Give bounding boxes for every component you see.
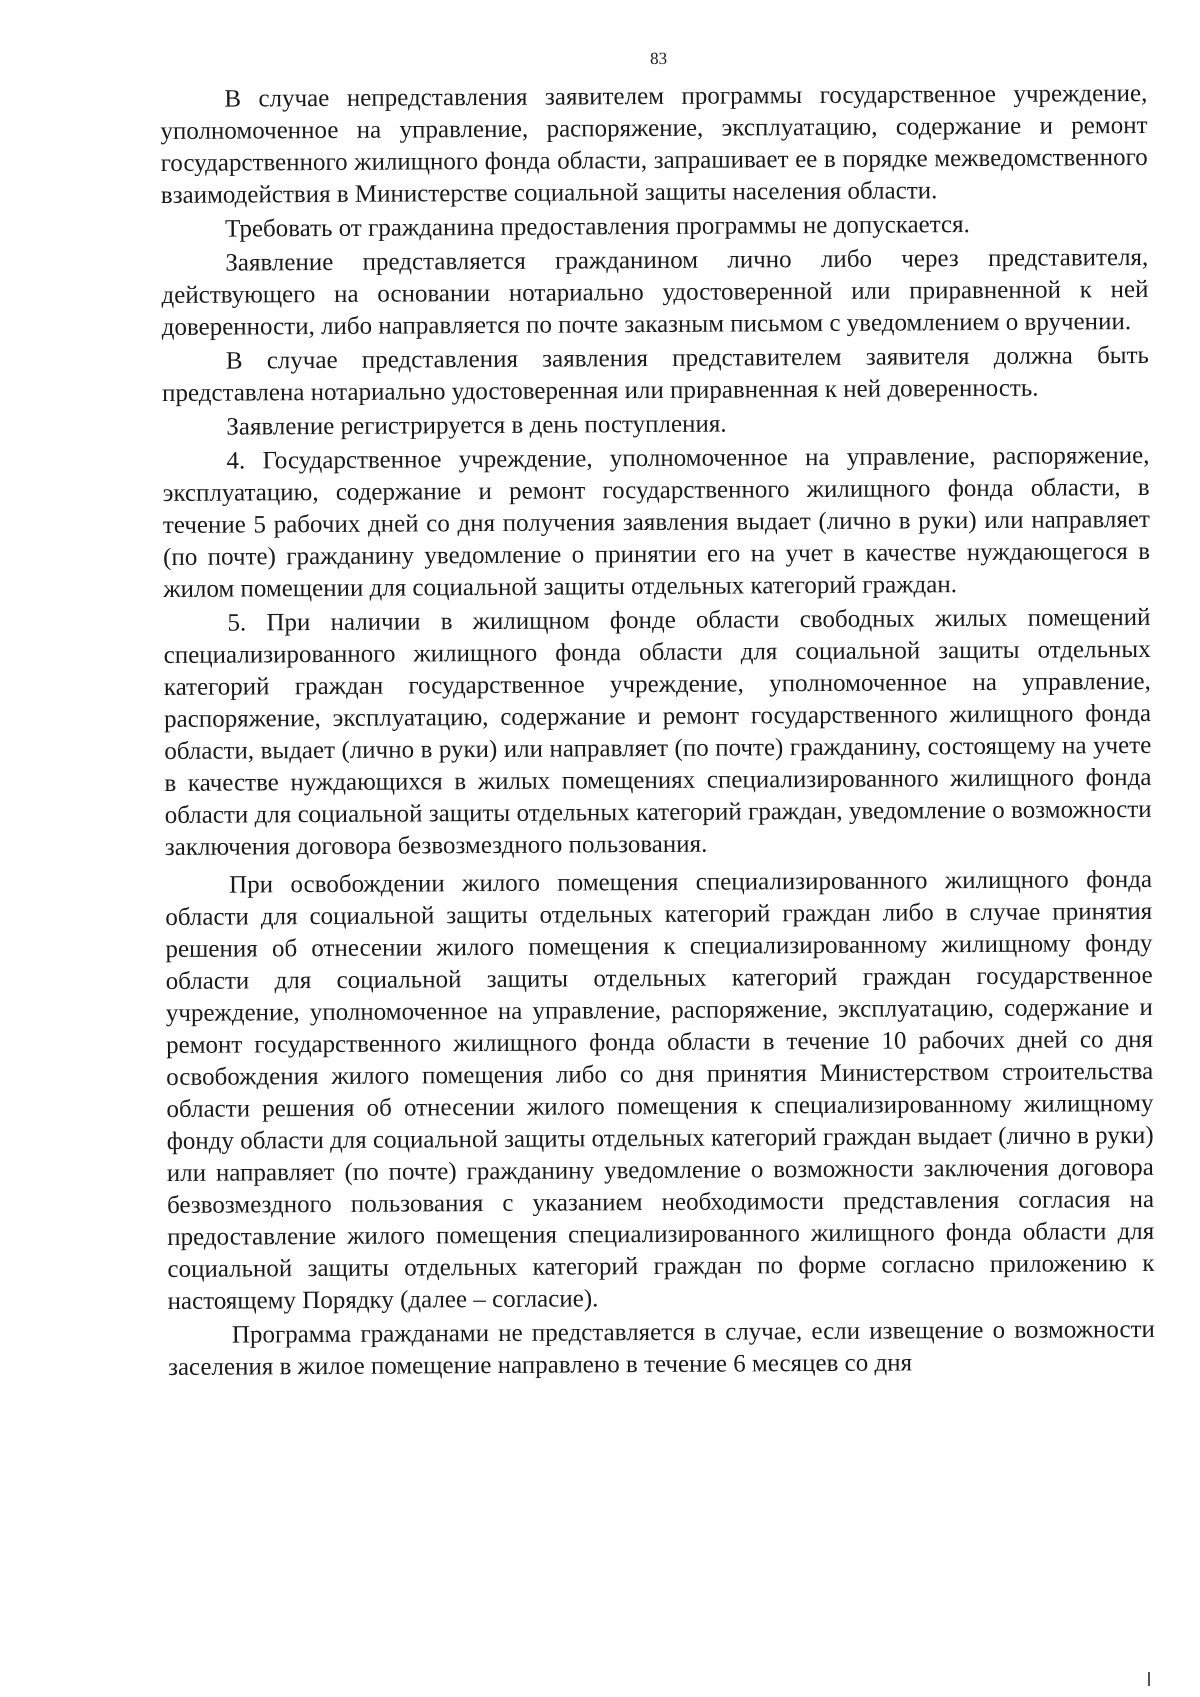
paragraph-item-4: 4. Государственное учреждение, уполномоченное на управление, распоряжение, эксплуатацию, содержание и ремонт государственного жилищного фонда области, в течение 5 рабочих дней со дня получения заявления выдает (лично в руки) или направляет (по почте) гражданину уведомление о принятии его на учет в качестве нуждающегося в жилом помещении для социальной защиты отдельных категорий граждан. [162, 441, 1151, 603]
paragraph-8: При освобождении жилого помещения специализированного жилищного фонда области для социальной защиты отдельных категорий граждан либо в случае принятия решения об отнесении жилого помещения к специализированному жилищному фонду области для социальной защиты отдельных категорий граждан государственное учреждение, уполномоченное на управление, распоряжение, эксплуатацию, содержание и ремонт государственного жилищного фонда области в течение 10 рабочих дней со дня освобождения жилого помещения либо со дня принятия Министерством строительства области решения об отнесении жилого помещения к специализированному жилищному фонду области для социальной защиты отдельных категорий граждан выдает (лично в руки) или направляет (по почте) гражданину уведомление о возможности заключения договора безвозмездного пользования с указанием необходимости представления согласия на предоставление жилого помещения специализированного жилищного фонда области для социальной защиты отдельных категорий граждан по форме согласно приложению к настоящему Порядку (далее – согласие). [165, 865, 1155, 1315]
document-page [160, 46, 1155, 1384]
paragraph-2: Требовать от гражданина предоставления программы не допускается. [225, 211, 970, 243]
paragraph-5: Заявление регистрируется в день поступления. [226, 410, 727, 441]
paragraph-9: Программа гражданами не представляется в случае, если извещение о возможности заселения в жилое помещение направлено в течение 6 месяцев со дня [167, 1315, 1155, 1381]
paragraph-4: В случае представления заявления представителем заявителя должна быть представлена нотариально удостоверенная или приравненная к ней доверенность. [162, 341, 1149, 407]
paragraph-1: В случае непредставления заявителем программы государственное учреждение, уполномоченное на управление, распоряжение, эксплуатацию, содержание и ремонт государственного жилищного фонда области, запрашивает ее в порядке межведомственного взаимодействия в Министерстве социальной защиты населения области. [160, 79, 1148, 209]
paragraph-item-5: 5. При наличии в жилищном фонде области свободных жилых помещений специализированного жилищного фонда области для социальной защиты отдельных категорий граждан государственное учреждение, уполномоченное на управление, распоряжение, эксплуатацию, содержание и ремонт государственного жилищного фонда области, выдает (лично в руки) или направляет (по почте) гражданину, состоящему на учете в качестве нуждающихся в жилых помещениях специализированного жилищного фонда области для социальной защиты отдельных категорий граждан, уведомление о возможности заключения договора безвозмездного пользования. [163, 603, 1152, 861]
scan-mark [1148, 1672, 1150, 1686]
paragraph-3: Заявление представляется гражданином лично либо через представителя, действующего на основании нотариально удостоверенной или приравненной к ней доверенности, либо направляется по почте заказным письмом с уведомлением о вручении. [161, 243, 1149, 341]
page-number: 83 [649, 48, 668, 69]
